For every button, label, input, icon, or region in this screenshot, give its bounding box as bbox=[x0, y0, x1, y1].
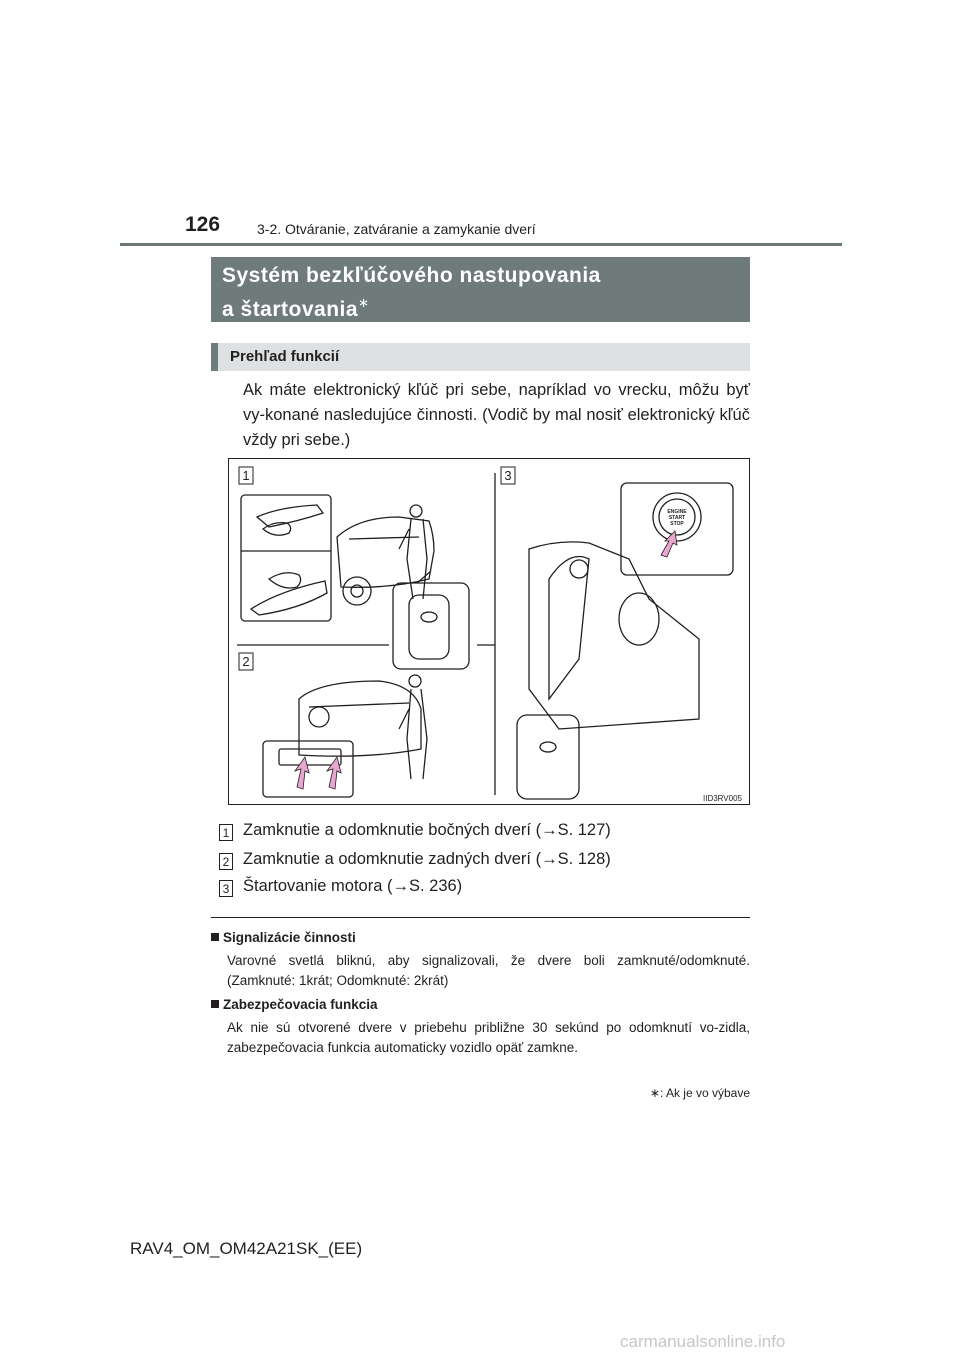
figure-label-3: 3 bbox=[504, 468, 512, 483]
person-1 bbox=[410, 505, 422, 517]
note-text: Varovné svetlá bliknú, aby signalizovali, že dvere boli zamknuté/odomknuté. (Zamknuté: 1krát; Odomknuté: 2krát) bbox=[227, 953, 750, 988]
button-text-engine: ENGINE bbox=[667, 509, 687, 515]
intro-paragraph: Ak máte elektronický kľúč pri sebe, napríklad vo vrecku, môžu byť vy-konané nasledujúce činnosti. (Vodič by mal nosiť elektronický kľúč vždy pri sebe.) bbox=[243, 381, 750, 449]
illustration bbox=[228, 458, 750, 805]
figure-label-2: 2 bbox=[242, 654, 250, 669]
note-title: Zabezpečovacia funkcia bbox=[223, 997, 378, 1012]
illustration-drawing bbox=[229, 459, 749, 804]
steering-wheel bbox=[619, 593, 659, 645]
note-heading bbox=[211, 930, 356, 945]
figure-code: IID3RV005 bbox=[703, 794, 742, 803]
note-text: Ak nie sú otvorené dvere v priebehu približne 30 sekúnd po odomknutí vo-zidla, zabezpečovacia funkcia automaticky vozidlo opäť zamkne. bbox=[227, 1020, 750, 1055]
document-id: RAV4_OM_OM42A21SK_(EE) bbox=[130, 1239, 363, 1258]
arrow-start bbox=[661, 531, 677, 557]
driver bbox=[570, 560, 588, 578]
page-number: 126 bbox=[185, 213, 221, 236]
title-line-2: a štartovania bbox=[222, 298, 359, 321]
arrow-tailgate-1 bbox=[295, 757, 309, 789]
legend-number: 1 bbox=[219, 824, 233, 841]
button-text-start: START bbox=[668, 515, 686, 521]
key-fob-1 bbox=[409, 595, 449, 659]
note-heading bbox=[211, 997, 378, 1012]
title-line-1: Systém bezkľúčového nastupovania bbox=[222, 264, 601, 287]
square-bullet-icon bbox=[211, 933, 219, 941]
legend-text: Zamknutie a odomknutie bočných dverí (→S. 127) bbox=[243, 821, 611, 839]
section-title: 3-2. Otváranie, zatváranie a zamykanie dverí bbox=[257, 221, 536, 237]
key-fob-inset-1 bbox=[393, 583, 469, 669]
square-bullet-icon bbox=[211, 1000, 219, 1008]
driver-seat bbox=[549, 557, 589, 700]
car-interior bbox=[529, 542, 699, 729]
legend-number: 3 bbox=[219, 880, 233, 897]
legend-text: Zamknutie a odomknutie zadných dverí (→S. 128) bbox=[243, 850, 611, 868]
button-text-stop: STOP bbox=[670, 521, 684, 527]
start-button-inset bbox=[621, 483, 733, 575]
car-rear bbox=[299, 681, 421, 756]
figure-label-1: 1 bbox=[242, 468, 250, 483]
arrow-tailgate-2 bbox=[327, 757, 341, 789]
subheading: Prehľad funkcií bbox=[211, 343, 750, 371]
optional-mark: ∗ bbox=[358, 295, 370, 310]
header-rule bbox=[120, 243, 842, 246]
legend-number: 2 bbox=[219, 853, 233, 870]
note-title: Signalizácie činnosti bbox=[223, 930, 356, 945]
section-divider bbox=[211, 917, 750, 918]
car-side bbox=[337, 517, 434, 587]
watermark: carmanualsonline.info bbox=[620, 1332, 786, 1351]
person-2 bbox=[409, 675, 421, 687]
page-title bbox=[211, 257, 750, 322]
legend-text: Štartovanie motora (→S. 236) bbox=[243, 877, 463, 895]
door-handle-inset bbox=[241, 495, 331, 621]
footnote: ∗: Ak je vo výbave bbox=[649, 1086, 750, 1100]
